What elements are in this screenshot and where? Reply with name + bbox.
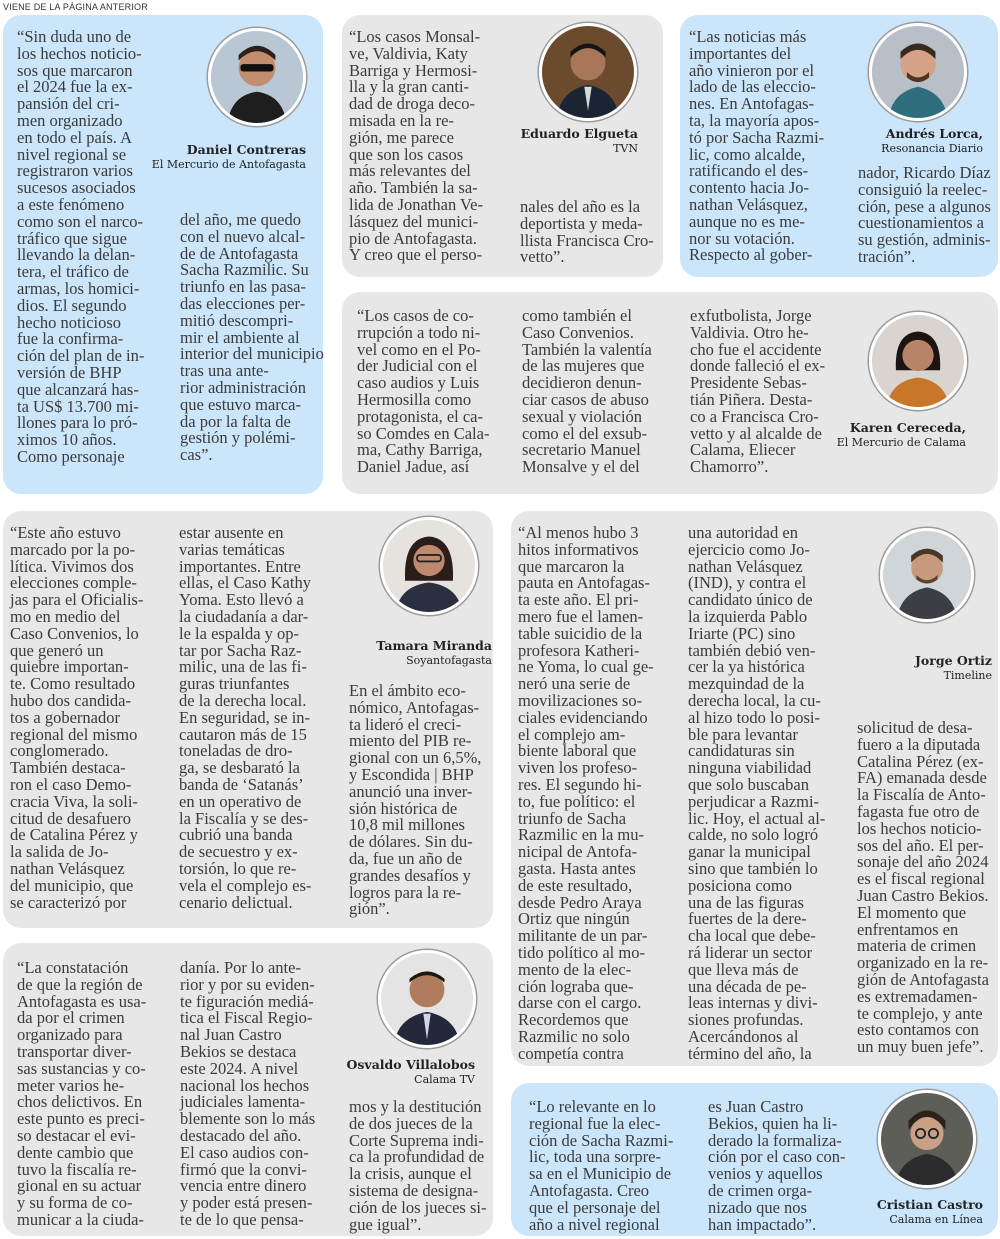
- quote-text-col1: “Sin duda uno de los hechos noticio- sos que marcaron el 2024 fue la ex- pansión del cri- men organizado en todo el país. A nivel regional se registraron varios sucesos asociados a este fenómeno como son el narco- tráfico que sigue llevando la delan- tera, el tráfico de armas, los homici- dios. El segundo hecho noticioso fue la confirma- ción del plan de in- versión de BHP que alcanzará has- ta US$ 13.700 mi- llones para lo pró- ximos 10 años. Como personaje: [17, 27, 145, 466]
- author-name: Tamara Miranda: [376, 638, 492, 653]
- avatar-eduardo-elgueta: [539, 23, 637, 121]
- author-outlet: Timeline: [943, 669, 992, 682]
- quote-text-col3: En el ámbito eco- nómico, Antofagas- ta lideró el creci- miento del PIB re- gional con un 6,5%, y Escondida | BHP anunció una inver- sión histórica de 10,8 mil millones de dólares. Sin du- da, fue un año de grandes desafíos y logros para la re- gión”.: [349, 681, 482, 919]
- author-name: Cristian Castro: [876, 1197, 983, 1212]
- quote-text-col3: mos y la destitución de dos jueces de la Corte Suprema indi- ca la profundidad de la crisis, aunque el sistema de designa- ción de los jueces si- gue igual”.: [349, 1097, 487, 1234]
- quote-text-col1: “Las noticias más importantes del año vinieron por el lado de las eleccio- nes. En Antofagas- ta, la mayoría apos- tó por Sacha Razmi- lic, como alcalde, ratificando el des- contento hacia Jo- nathan Velásquez, aunque no es me- nor su votación. Respecto al gober-: [689, 27, 825, 265]
- author-name: Karen Cereceda,: [849, 420, 966, 435]
- avatar-jorge-ortiz: [880, 528, 974, 622]
- author-outlet: Calama en Línea: [889, 1213, 983, 1226]
- quote-text-col1: “Los casos Monsal- ve, Valdivia, Katy Barriga y Hermosi- lla y la gran canti- dad de droga deco- misada en la re- gión, me parece que son los casos más relevantes del año. También la sa- lida de Jonathan Ve- lásquez del munici- pio de Antofagasta. Y creo que el perso-: [349, 27, 483, 265]
- avatar-karen-cereceda: [869, 312, 967, 410]
- quote-text-col2: del año, me quedo con el nuevo alcal- de de Antofagasta Sacha Razmilic. Su triunfo en las pasa- das elecciones per- mitió descompri- mir el ambiente al interior del municipio tras una ante- rior administración que estuvo marca- da por la falta de gestión y polémi- cas”.: [180, 210, 324, 465]
- quote-text-col2: nales del año es la deportista y meda- llista Francisca Cro- vetto”.: [520, 197, 654, 267]
- quote-text-col2: danía. Por lo ante- rior y por su eviden- te figuración mediá- tica el Fiscal Regio- nal Juan Castro Bekios se destaca este 2024. A nivel nacional los hechos judiciales lamenta- blemente son lo más destacado del año. El caso audios con- firmó que la convi- vencia entre dinero y poder está presen- te de lo que pensa-: [180, 958, 316, 1229]
- author-outlet: El Mercurio de Calama: [836, 436, 966, 449]
- avatar-andres-lorca: [869, 23, 967, 121]
- avatar-osvaldo-villalobos: [378, 950, 476, 1048]
- author-name: Jorge Ortiz: [915, 653, 992, 668]
- author-name: Daniel Contreras: [186, 142, 306, 157]
- quote-text-col2: estar ausente en varias temáticas importantes. Entre ellas, el Caso Kathy Yoma. Esto llevó a la ciudadanía a dar- le la espalda y op- tar por Sacha Raz- milic, una de las fi- guras triunfantes de la derecha local. En seguridad, se in- cautaron más de 15 toneladas de dro- ga, se desbarató la banda de ‘Satanás’ en un operativo de la Fiscalía y se des- cubrió una banda de secuestro y ex- torsión, lo que re- vela el complejo es- cenario delictual.: [179, 523, 312, 912]
- quote-text-col1: “Lo relevante en lo regional fue la elec- ción de Sacha Razmi- lic, toda una sorpre- sa en el Municipio de Antofagasta. Creo que el personaje del año a nivel regional: [529, 1097, 674, 1234]
- quote-text-col2: una autoridad en ejercicio como Jo- nathan Velásquez (IND), y contra el candidato único de la izquierda Pablo Iriarte (PC) sino también debió ven- cer la ya histórica mezquindad de la derecha local, la cu- al hizo todo lo posi- ble para levantar candidaturas sin ninguna viabilidad que solo buscaban perjudicar a Razmi- lic. Hoy, el actual al- calde, no solo logró ganar la municipal sino que también lo posiciona como una de las figuras fuertes de la dere- cha local que debe- rá liderar un sector que lleva más de una década de pe- leas internas y divi- siones profundas. Acercándonos al término del año, la: [688, 523, 826, 1063]
- author-name: Andrés Lorca,: [885, 126, 983, 141]
- author-outlet: TVN: [613, 142, 638, 155]
- continued-from-previous-page: VIENE DE LA PÁGINA ANTERIOR: [3, 2, 148, 12]
- author-outlet: El Mercurio de Antofagasta: [151, 158, 306, 171]
- author-name: Eduardo Elgueta: [520, 126, 638, 141]
- avatar-daniel-contreras: [208, 28, 306, 126]
- avatar-tamara-miranda: [380, 517, 478, 615]
- quote-text-col2: nador, Ricardo Díaz consiguió la reelec- ción, pese a algunos cuestionamientos a su gestión, adminis- tración”.: [858, 163, 991, 266]
- quote-text-col1: “Al menos hubo 3 hitos informativos que marcaron la pauta en Antofagas- ta este año. El pri- mero fue el lamen- table suicidio de la profesora Katheri- ne Yoma, lo cual ge- neró una serie de movilizaciones so- ciales evidenciando el complejo am- biente laboral que viven los profeso- res. El segundo hi- to, fue político: el triunfo de Sacha Razmilic en la mu- nicipal de Antofa- gasta. Hasta antes de este resultado, desde Pedro Araya Ortiz que ningún militante de un par- tido político al mo- mento de la elec- ción lograba que- darse con el cargo. Recordemos que Razmilic no solo competía contra: [518, 523, 654, 1063]
- quote-text-col3: exfutbolista, Jorge Valdivia. Otro he- cho fue el accidente donde falleció el ex- Presidente Sebas- tián Piñera. Desta- co a Francisca Cro- vetto y al alcalde de Calama, Eliecer Chamorro”.: [690, 306, 826, 477]
- quote-text-col2: como también el Caso Convenios. También la valentía de las mujeres que decidieron denun- ciar casos de abuso sexual y violación como el del exsub- secretario Manuel Monsalve y el del: [522, 306, 652, 477]
- avatar-cristian-castro: [878, 1090, 976, 1188]
- quote-text-col3: solicitud de desa- fuero a la diputada Catalina Pérez (ex- FA) emanada desde la Fiscalía de Anto- fagasta fue otro de los hechos noticio- sos del año. El per- sonaje del año 2024 es el fiscal regional Juan Castro Bekios. El momento que enfrentamos en materia de crimen organizado en la re- gión de Antofagasta es extremadamen- te complejo, y ante esto contamos con un muy buen jefe”.: [857, 718, 989, 1057]
- quote-text-col1: “Los casos de co- rrupción a todo ni- vel como en el Po- der Judicial con el caso audios y Luis Hermosilla como protagonista, el ca- so Comdes en Cala- ma, Cathy Barriga, Daniel Jadue, así: [357, 306, 490, 477]
- author-outlet: Calama TV: [414, 1073, 475, 1086]
- author-name: Osvaldo Villalobos: [346, 1057, 475, 1072]
- author-outlet: Resonancia Diario: [881, 142, 983, 155]
- quote-text-col1: “La constatación de que la región de Antofagasta es usa- da por el crimen organizado para transportar diver- sas sustancias y co- meter varios he- chos delictivos. En este punto es preci- so destacar el evi- dente cambio que tuvo la fiscalía re- gional en su actuar y su forma de co- municar a la ciuda-: [17, 958, 147, 1229]
- quote-text-col2: es Juan Castro Bekios, quien ha li- derado la formaliza- ción por el caso con- venios y aquellos de crimen orga- nizado que nos han impactado”.: [708, 1097, 846, 1234]
- author-outlet: Soyantofagasta: [406, 654, 492, 667]
- quote-text-col1: “Este año estuvo marcado por la po- lítica. Vivimos dos elecciones comple- jas para el Oficialis- mo en medio del Caso Convenios, lo que generó un quiebre importan- te. Como resultado hubo dos candida- tos a gobernador regional del mismo conglomerado. También destaca- ron el caso Demo- cracia Viva, la soli- citud de desafuero de Catalina Pérez y la salida de Jo- nathan Velásquez del municipio, que se caracterizó por: [10, 523, 144, 912]
